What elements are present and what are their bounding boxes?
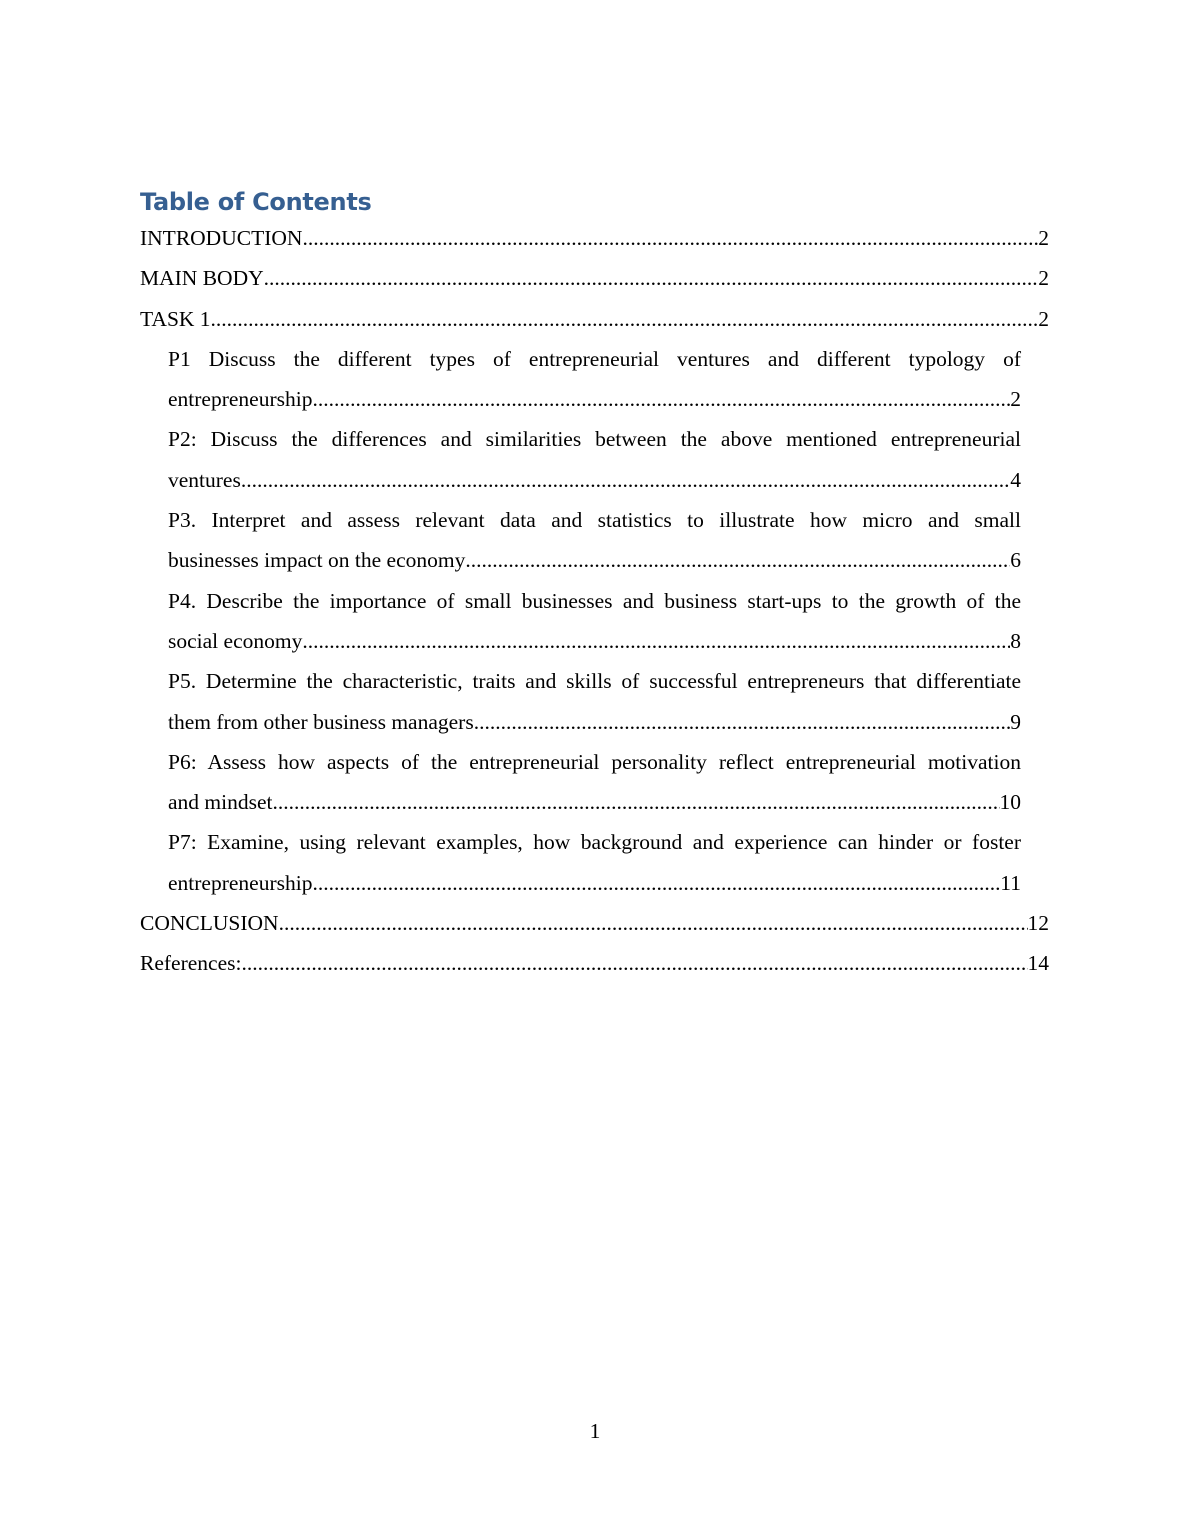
toc-page-number: 8 — [1010, 628, 1021, 653]
dot-leader — [312, 379, 1010, 419]
toc-entry-p7[interactable] — [140, 822, 1049, 903]
toc-page-number: 6 — [1010, 548, 1021, 573]
toc-page-number: 10 — [999, 790, 1021, 815]
toc-page-number: 4 — [1010, 467, 1021, 492]
dot-leader — [279, 903, 1028, 943]
toc-page-number: 9 — [1010, 709, 1021, 734]
toc-entry-text-continued: entrepreneurship — [168, 387, 313, 412]
toc-page-number: 14 — [1027, 951, 1049, 976]
page-number-footer: 1 — [589, 1419, 601, 1443]
toc-entry-text: P3. Interpret and assess relevant data and statistics to illustrate how micro and small — [168, 508, 1021, 533]
toc-page-number: 12 — [1027, 911, 1049, 936]
toc-entry-p1[interactable] — [140, 339, 1049, 420]
dot-leader — [241, 943, 1027, 983]
dot-leader — [211, 299, 1039, 339]
toc-entry-text: P4. Describe the importance of small businesses and business start-ups to the growth of the — [168, 588, 1021, 613]
toc-entry-p2[interactable] — [140, 419, 1049, 500]
toc-entry-conclusion[interactable] — [140, 903, 1049, 943]
toc-entry-text: References: — [140, 951, 242, 976]
toc-entry-text: TASK 1 — [140, 306, 211, 331]
toc-page-number: 2 — [1038, 226, 1049, 250]
table-of-contents — [140, 218, 1049, 984]
toc-entry-text-continued: entrepreneurship — [168, 870, 313, 895]
dot-leader — [302, 621, 1010, 661]
dot-leader — [264, 258, 1039, 298]
dot-leader — [474, 702, 1011, 742]
toc-entry-text: P1 Discuss the different types of entrepreneurial ventures and different typology of — [168, 346, 1021, 371]
toc-entry-text-continued: them from other business managers — [168, 709, 474, 734]
dot-leader — [312, 863, 1000, 903]
toc-page-number: 2 — [1010, 387, 1021, 412]
toc-page-number: 2 — [1038, 266, 1049, 291]
toc-entry-introduction[interactable] — [140, 218, 1049, 258]
toc-entry-references[interactable] — [140, 943, 1049, 983]
dot-leader — [241, 460, 1010, 500]
toc-entry-text: P7: Examine, using relevant examples, how background and experience can hinder or foster — [168, 830, 1021, 855]
toc-entry-text-continued: businesses impact on the economy — [168, 548, 466, 573]
dot-leader — [273, 782, 1000, 822]
toc-entry-text-continued: and mindset — [168, 790, 273, 815]
toc-entry-text: CONCLUSION — [140, 911, 279, 936]
toc-entry-text-continued: ventures — [168, 467, 241, 492]
toc-entry-main-body[interactable] — [140, 258, 1049, 298]
toc-entry-p5[interactable] — [140, 661, 1049, 742]
toc-entry-text: P5. Determine the characteristic, traits and skills of successful entrepreneurs that differentiate — [168, 669, 1021, 694]
toc-entry-text-continued: social economy — [168, 628, 303, 653]
toc-entry-p3[interactable] — [140, 500, 1049, 581]
toc-entry-text: MAIN BODY — [140, 266, 264, 291]
toc-entry-task-1[interactable] — [140, 299, 1049, 339]
dot-leader — [465, 540, 1010, 580]
toc-entry-p4[interactable] — [140, 581, 1049, 662]
dot-leader — [302, 218, 1038, 258]
toc-entry-p6[interactable] — [140, 742, 1049, 823]
toc-page-number: 11 — [1000, 870, 1021, 895]
toc-title: Table of Contents — [140, 188, 372, 216]
toc-entry-text: P2: Discuss the differences and similarities between the above mentioned entrepreneurial — [168, 427, 1021, 452]
toc-page-number: 2 — [1038, 306, 1049, 331]
toc-entry-text: INTRODUCTION — [140, 226, 303, 250]
toc-entry-text: P6: Assess how aspects of the entrepreneurial personality reflect entrepreneurial motivation — [168, 749, 1021, 774]
